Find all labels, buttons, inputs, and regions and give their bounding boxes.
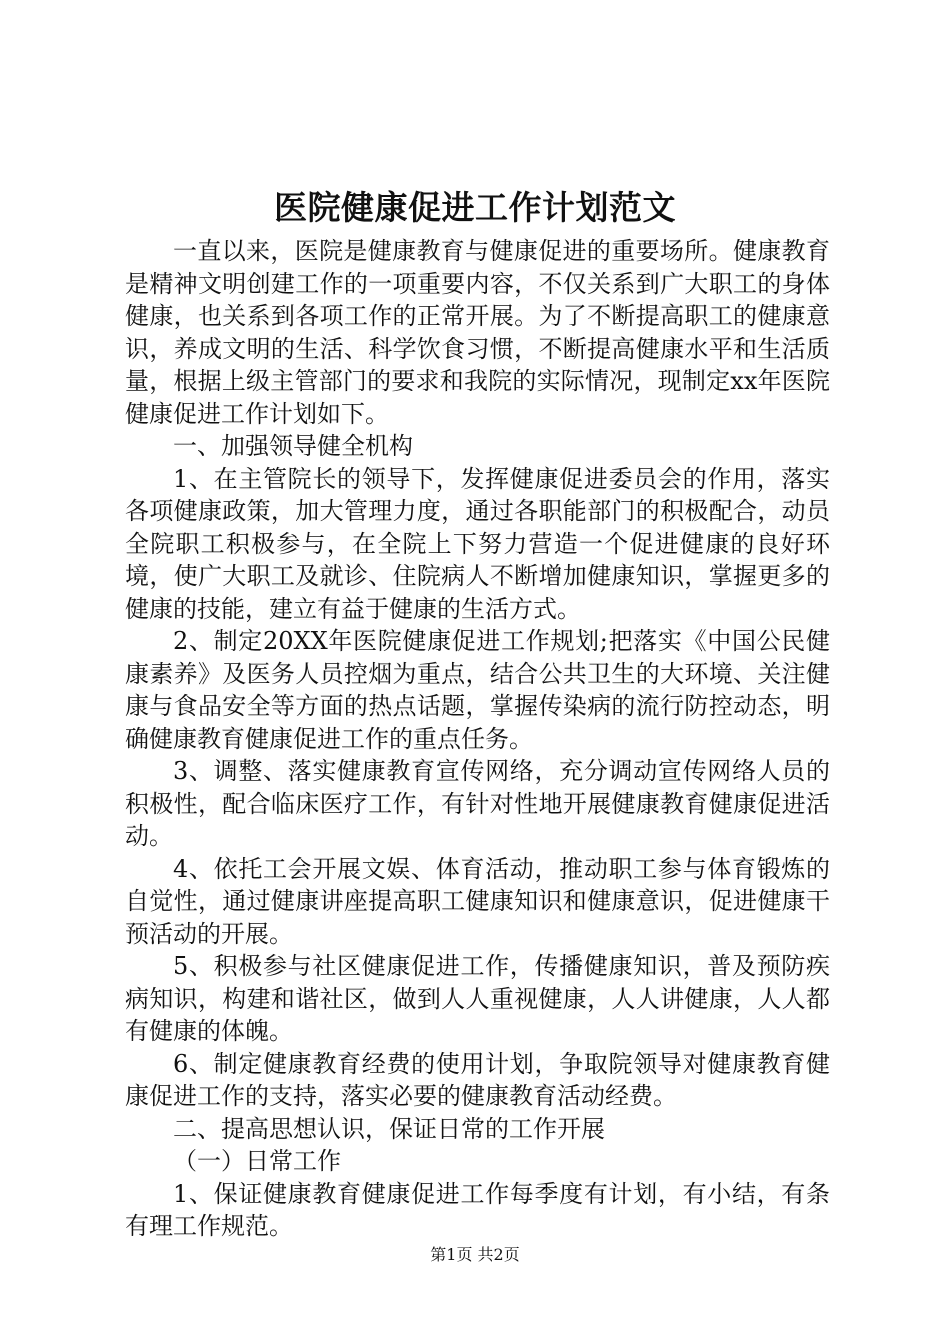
section-heading-1: 一、加强领导健全机构 <box>173 432 413 460</box>
list-item-3: 3、调整、落实健康教育宣传网络，充分调动宣传网络人员的积极性，配合临床医疗工作，有针对性地开展健康教育健康促进活动。 <box>125 757 830 850</box>
list-item-1: 1、在主管院长的领导下，发挥健康促进委员会的作用，落实各项健康政策，加大管理力度，通过各职能部门的积极配合，动员全院职工积极参与，在全院上下努力营造一个促进健康的良好环境，使广大职工及就诊、住院病人不断增加健康知识，掌握更多的健康的技能，建立有益于健康的生活方式。 <box>125 464 830 623</box>
list-item-7: 1、保证健康教育健康促进工作每季度有计划，有小结，有条有理工作规范。 <box>125 1179 830 1240</box>
list-item-4: 4、依托工会开展文娱、体育活动，推动职工参与体育锻炼的自觉性，通过健康讲座提高职工健康知识和健康意识，促进健康干预活动的开展。 <box>125 854 830 948</box>
document-body <box>125 235 830 1243</box>
list-item-5: 5、积极参与社区健康促进工作，传播健康知识，普及预防疾病知识，构建和谐社区，做到人人重视健康，人人讲健康，人人都有健康的体魄。 <box>125 952 830 1045</box>
intro-paragraph: 一直以来，医院是健康教育与健康促进的重要场所。健康教育是精神文明创建工作的一项重要内容，不仅关系到广大职工的身体健康，也关系到各项工作的正常开展。为了不断提高职工的健康意识，养成文明的生活、科学饮食习惯，不断提高健康水平和生活质量，根据上级主管部门的要求和我院的实际情况，现制定xx年医院健康促进工作计划如下。 <box>125 237 830 428</box>
list-item-6: 6、制定健康教育经费的使用计划，争取院领导对健康教育健康促进工作的支持，落实必要的健康教育活动经费。 <box>125 1049 830 1110</box>
list-item-2: 2、制定20XX年医院健康促进工作规划;把落实《中国公民健康素养》及医务人员控烟为重点，结合公共卫生的大环境、关注健康与食品安全等方面的热点话题，掌握传染病的流行防控动态，明确健康教育健康促进工作的重点任务。 <box>125 627 830 753</box>
subsection-heading: （一）日常工作 <box>173 1147 341 1175</box>
section-heading-2: 二、提高思想认识，保证日常的工作开展 <box>173 1114 605 1143</box>
document-title: 医院健康促进工作计划范文 <box>274 188 676 227</box>
page-footer: 第1页 共2页 <box>430 1245 520 1264</box>
